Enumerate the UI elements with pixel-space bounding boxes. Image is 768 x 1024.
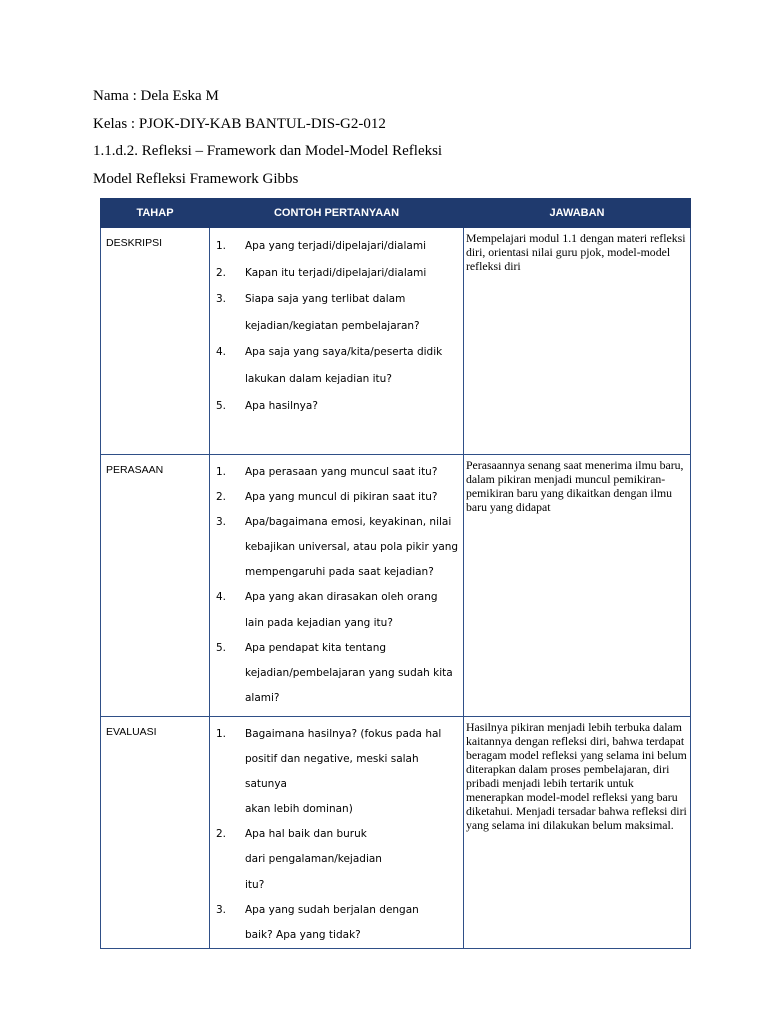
question-text: Apa pendapat kita tentang kejadian/pembelajaran yang sudah kita alami? [245, 641, 453, 704]
question-text: Apa yang muncul di pikiran saat itu? [245, 491, 438, 504]
header-contoh-pertanyaan: CONTOH PERTANYAAN [210, 199, 464, 228]
question-item [210, 460, 459, 485]
question-number: 4. [216, 591, 227, 604]
question-item [210, 822, 459, 897]
table-row [101, 455, 691, 717]
answer-text: Mempelajari modul 1.1 dengan materi refleksi diri, orientasi nilai guru pjok, model-model refleksi diri [466, 231, 686, 273]
question-item [210, 286, 459, 339]
question-text: Apa saja yang saya/kita/peserta didik lakukan dalam kejadian itu? [245, 346, 443, 385]
question-text: Siapa saja yang terlibat dalam kejadian/kegiatan pembelajaran? [245, 293, 420, 332]
question-text: Apa yang sudah berjalan dengan baik? Apa yang tidak? [245, 903, 419, 941]
question-list [210, 460, 459, 711]
answer-cell [464, 228, 691, 455]
reflection-table [100, 198, 691, 949]
question-text: Bagaimana hasilnya? (fokus pada hal positif dan negative, meski salah satunya akan lebih dominan) [245, 728, 442, 816]
model-title: Model Refleksi Framework Gibbs [93, 171, 299, 187]
question-item [210, 339, 459, 392]
question-number: 1. [216, 240, 227, 252]
tahap-cell: DESKRIPSI [101, 228, 210, 455]
question-text: Apa hasilnya? [245, 399, 318, 412]
question-item [210, 233, 459, 260]
answer-cell [464, 455, 691, 717]
question-item [210, 393, 459, 420]
question-text: Apa perasaan yang muncul saat itu? [245, 466, 438, 478]
question-item [210, 485, 459, 510]
class-code: Kelas : PJOK-DIY-KAB BANTUL-DIS-G2-012 [93, 116, 386, 132]
questions-cell [210, 228, 464, 455]
question-number: 2. [216, 266, 227, 279]
tahap-cell: EVALUASI [101, 717, 210, 949]
question-number: 1. [216, 728, 227, 740]
question-item [210, 585, 459, 635]
question-list [210, 233, 459, 419]
question-text: Apa yang akan dirasakan oleh orang lain pada kejadian yang itu? [245, 591, 438, 629]
question-number: 1. [216, 466, 227, 478]
question-number: 5. [216, 399, 227, 412]
table-row [101, 717, 691, 949]
question-number: 3. [216, 516, 227, 529]
question-item [210, 636, 459, 711]
question-item [210, 260, 459, 287]
question-number: 2. [216, 491, 227, 504]
question-item [210, 722, 459, 822]
question-item [210, 510, 459, 585]
question-number: 3. [216, 903, 227, 916]
questions-cell [210, 455, 464, 717]
student-name: Nama : Dela Eska M [93, 88, 219, 104]
question-text: Apa/bagaimana emosi, keyakinan, nilai kebajikan universal, atau pola pikir yang mempengaruhi pada saat kejadian? [245, 516, 459, 579]
question-text: Apa hal baik dan buruk dari pengalaman/kejadian itu? [245, 828, 382, 891]
question-text: Apa yang terjadi/dipelajari/dialami [245, 240, 426, 252]
question-number: 2. [216, 828, 227, 841]
question-number: 4. [216, 346, 227, 359]
topic-title: 1.1.d.2. Refleksi – Framework dan Model-Model Refleksi [93, 143, 443, 159]
question-text: Kapan itu terjadi/dipelajari/dialami [245, 266, 427, 279]
question-list [210, 722, 459, 948]
answer-text: Hasilnya pikiran menjadi lebih terbuka dalam kaitannya dengan refleksi diri, bahwa terdapat beragam model refleksi yang selama ini belum diterapkan dalam proses pembelajaran, diri pribadi menjadi lebih tertarik untuk menerapkan model-model refleksi yang baru diketahui. Menjadi tersadar bahwa refleksi diri yang selama ini dilakukan belum maksimal. [466, 720, 687, 832]
table-header-row [101, 199, 691, 228]
table-row [101, 228, 691, 455]
question-item [210, 898, 459, 948]
answer-text: Perasaannya senang saat menerima ilmu baru, dalam pikiran menjadi muncul pemikiran-pemikiran baru yang dikaitkan dengan ilmu baru yang didapat [466, 458, 684, 514]
tahap-cell: PERASAAN [101, 455, 210, 717]
questions-cell [210, 717, 464, 949]
question-number: 5. [216, 641, 227, 654]
header-jawaban: JAWABAN [464, 199, 691, 228]
answer-cell [464, 717, 691, 949]
question-number: 3. [216, 293, 227, 306]
header-tahap: TAHAP [101, 199, 210, 228]
